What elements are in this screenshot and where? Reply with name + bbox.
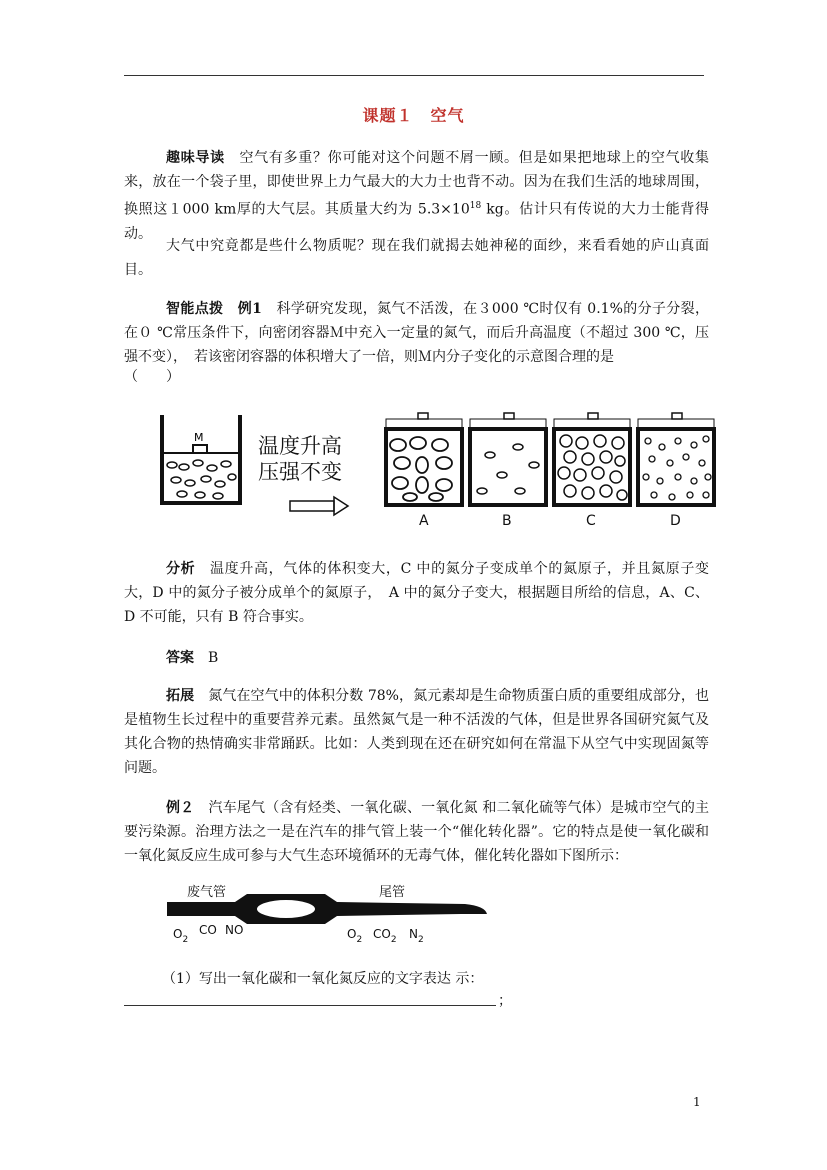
svg-text:CO: CO	[199, 923, 217, 937]
svg-text:O2: $O_2$	[173, 927, 189, 945]
analysis-text: 温度升高，气体的体积变大，C 中的氮分子变成单个的氮原子，并且氮原子变大，D 中的氮分子被分成单个的氮原子， A 中的氮分子变大，根据题目所给的信息，A、C、D 不可能，只有 B 符合事实。	[124, 561, 709, 625]
option-b-container	[470, 413, 546, 529]
svg-text:NO: NO	[225, 923, 244, 937]
option-d-label: D	[670, 513, 681, 529]
header-rule	[124, 75, 704, 76]
example1-paragraph	[124, 297, 709, 369]
answer-paragraph	[124, 646, 709, 670]
example1-label: 智能点拨 例1	[166, 301, 262, 317]
exhaust-pipe-label: 废气管	[187, 885, 227, 900]
page-number: 1	[693, 1095, 701, 1109]
answer-semicolon: ；	[498, 993, 512, 1009]
outlet-gases	[347, 927, 424, 945]
molecule-diagram	[160, 405, 725, 530]
intro-text-end: kg。估计只有传说的大力士能背得动。	[124, 201, 709, 242]
arrow-icon	[290, 497, 348, 515]
tail-pipe-label: 尾管	[379, 885, 406, 900]
option-c-label: C	[586, 513, 596, 529]
svg-text:N2: $N_2$	[409, 927, 424, 945]
inlet-gases	[173, 923, 243, 945]
question-1: （1）写出一氧化碳和一氧化氮反应的文字表达 示：	[162, 971, 484, 987]
container-label: M	[194, 431, 204, 444]
answer-blank-line[interactable]	[124, 1005, 496, 1006]
option-c-container	[554, 413, 630, 529]
svg-text:CO2: $CO_2$	[373, 927, 397, 945]
example1-text: 科学研究发现，氮气不活泼，在３000 ℃时仅有 0.1%的分子分裂，在０ ℃常压条件下，向密闭容器Ｍ中充入一定量的氮气，而后升高温度（不超过 300 ℃，压强不变）， 若该密闭容器的体积增大了一倍，则Ｍ内分子变化的示意图合理的是	[124, 301, 709, 365]
page-title: 课题１ 空气	[362, 106, 465, 125]
extension-text: 氮气在空气中的体积分数 78%，氮元素却是生命物质蛋白质的重要组成部分，也是植物生长过程中的重要营养元素。虽然氮气是一种不活泼的气体，但是世界各国研究氮气及其化合物的热情确实非常踊跃。比如：人类到现在还在研究如何在常温下从空气中实现固氮等问题。	[124, 688, 709, 776]
extension-paragraph	[124, 684, 709, 780]
intro-exponent: 18	[469, 201, 482, 211]
arrow-text-2: 压强不变	[258, 460, 342, 484]
example2-text: 汽车尾气（含有烃类、一氧化碳、一氧化氮 和二氧化硫等气体）是城市空气的主要污染源。治理方法之一是在汽车的排气管上装一个“催化转化器”。它的特点是使一氧化碳和一氧化氮反应生成可参与大气生态环境循环的无毒气体，催化转化器如下图所示：	[124, 800, 710, 864]
intro-label: 趣味导读	[166, 150, 225, 166]
intro-paragraph-2: 大气中究竟都是些什么物质呢？现在我们就揭去她神秘的面纱，来看看她的庐山真面目。	[124, 238, 709, 278]
answer-value: B	[194, 650, 219, 666]
intro-text: 空气有多重？你可能对这个问题不屑一顾。但是如果把地球上的空气收集来，放在一个袋子里，即使世界上力气最大的大力士也背不动。因为在我们生活的地球周围，换照这１000 km厚的大气层。其质量大约为 5.3×10	[124, 150, 710, 218]
extension-label: 拓展	[166, 688, 195, 704]
option-b-label: B	[502, 513, 512, 529]
option-d-container	[638, 413, 714, 529]
option-a-label: A	[419, 513, 429, 529]
analysis-paragraph	[124, 557, 709, 629]
analysis-label: 分析	[166, 561, 196, 577]
example1-blank: （ ）	[124, 369, 180, 385]
answer-label: 答案	[166, 650, 194, 666]
arrow-text-1: 温度升高	[258, 434, 342, 458]
example2-paragraph	[124, 796, 709, 868]
intro-paragraph	[124, 146, 709, 246]
example2-label: 例２	[166, 800, 195, 816]
option-a-container	[386, 413, 462, 529]
catalytic-converter-diagram	[165, 878, 505, 950]
svg-text:O2: $O_2$	[347, 927, 363, 945]
initial-container	[162, 415, 240, 503]
